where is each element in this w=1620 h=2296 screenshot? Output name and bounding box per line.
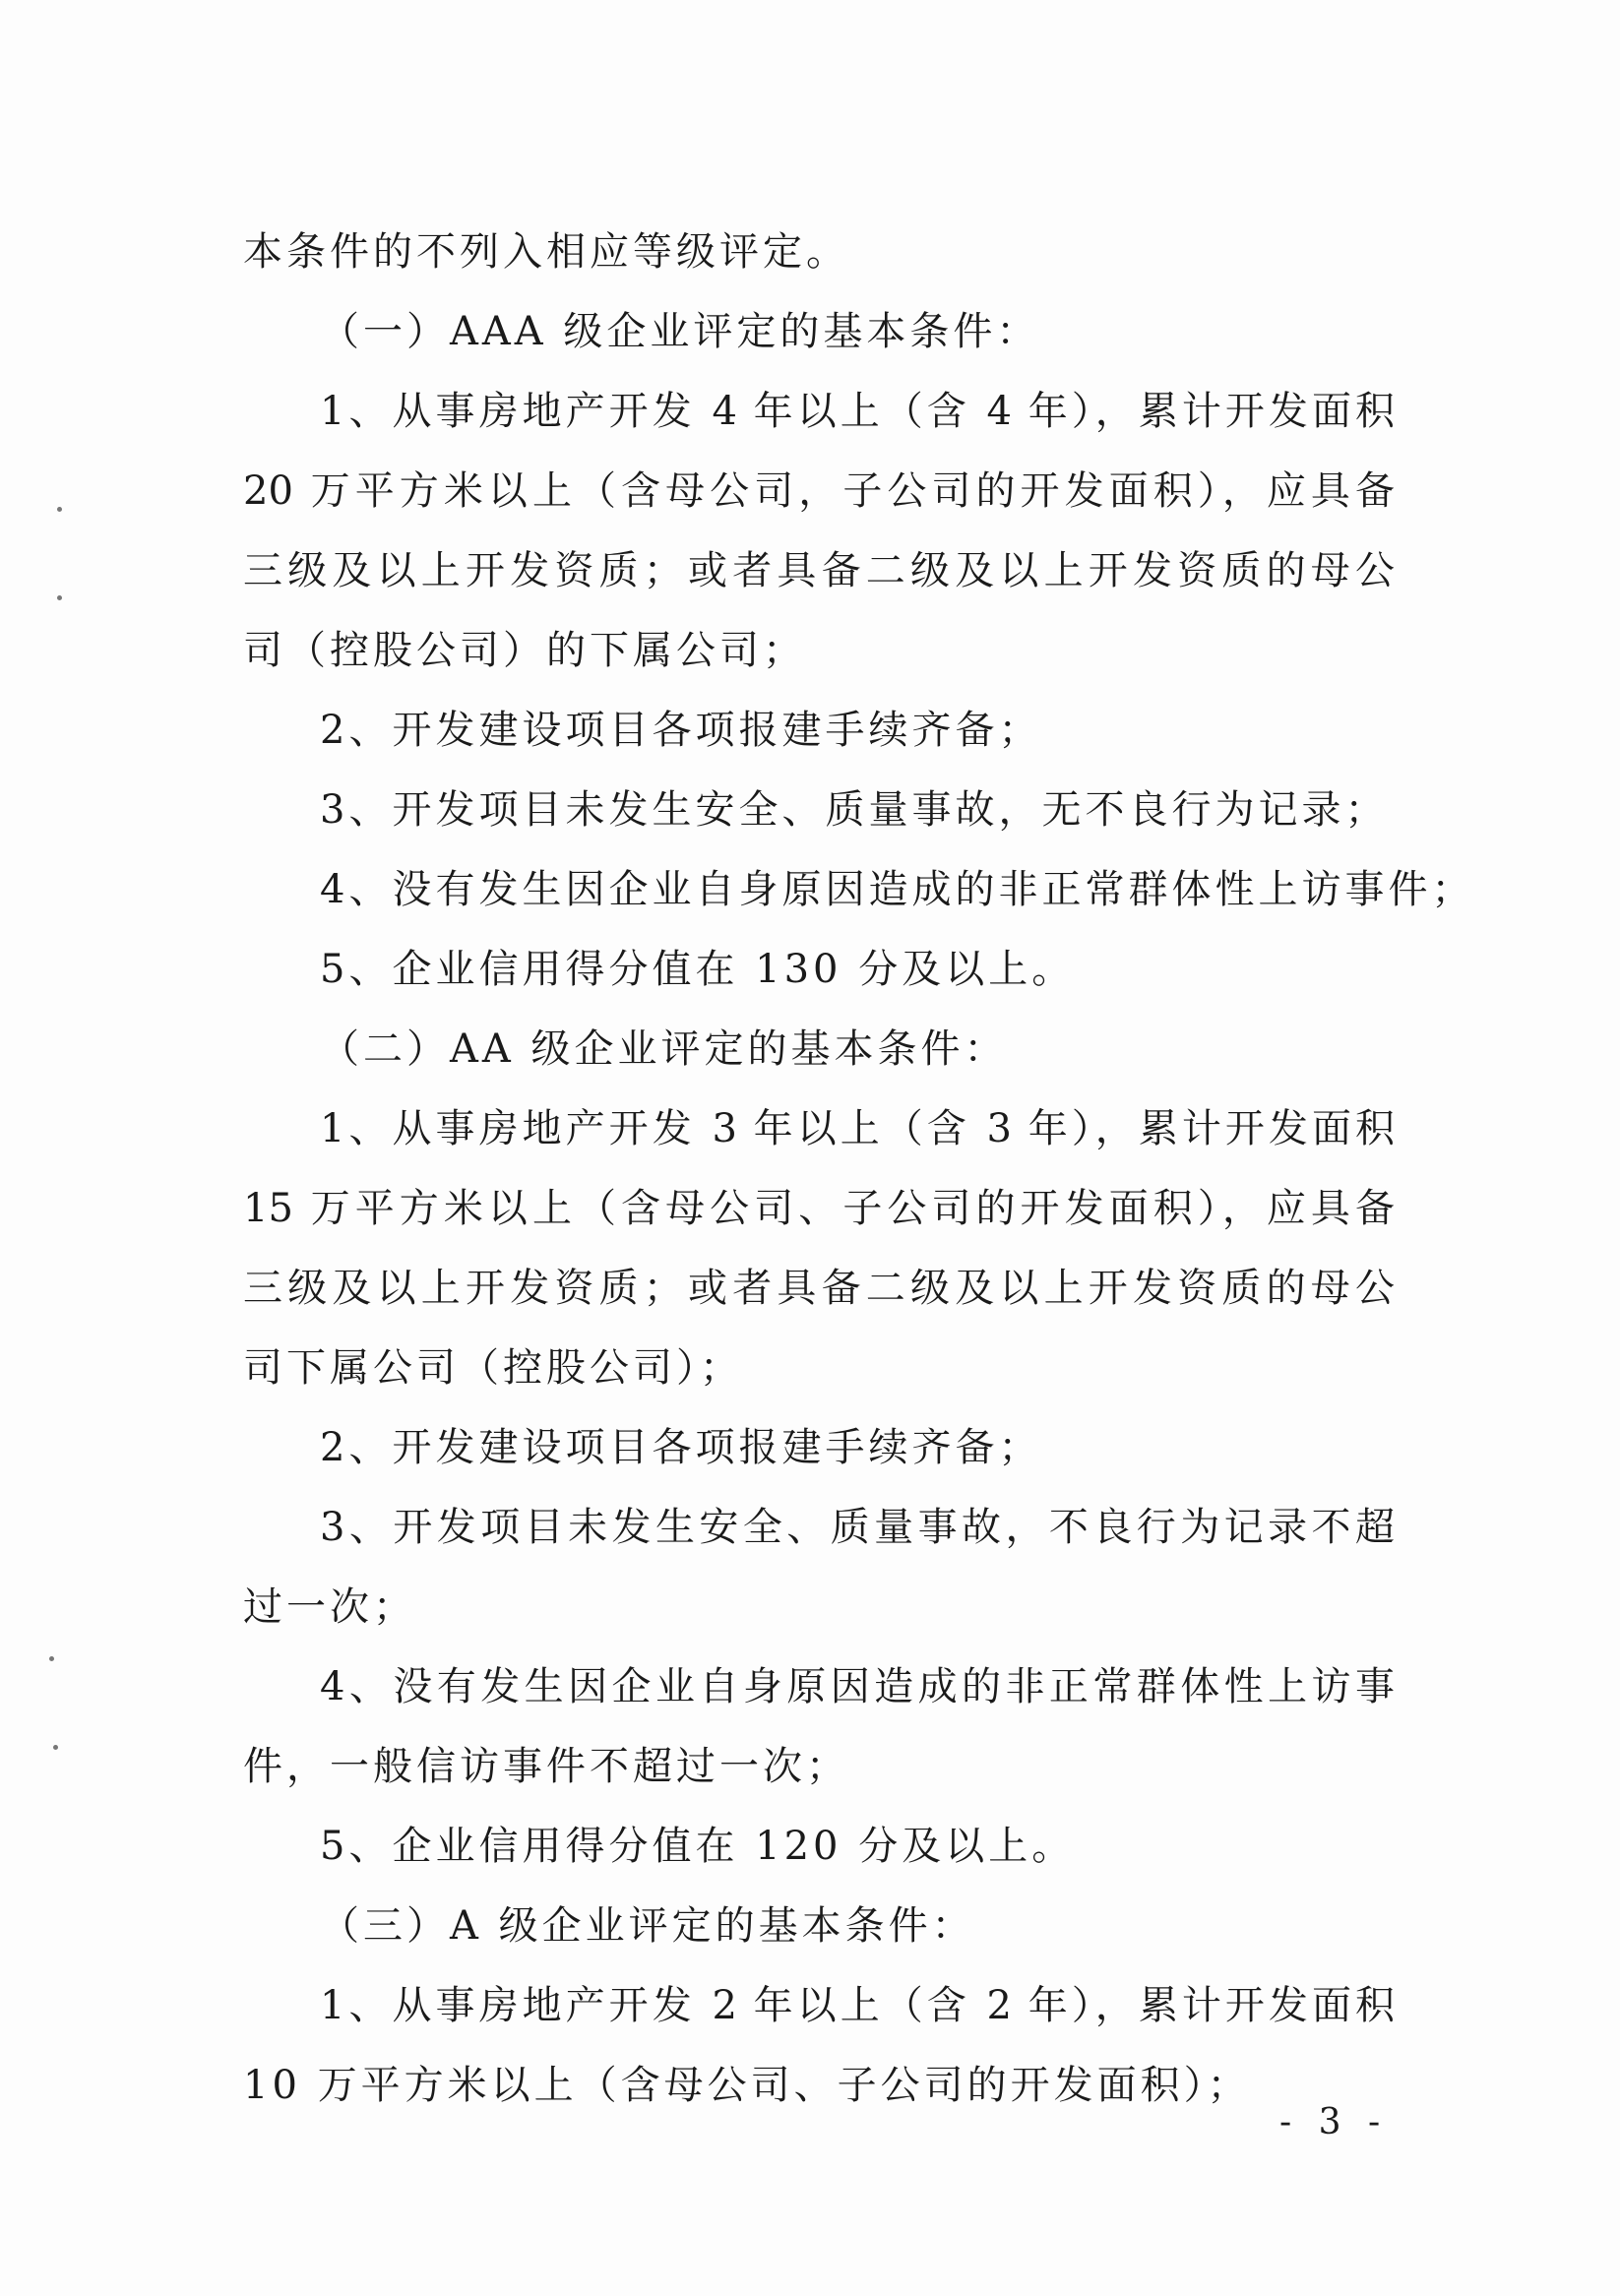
text-line: 过一次； [243, 1584, 416, 1630]
text-line: 1、从事房地产开发 2 年以上（含 2 年），累计开发面积 [320, 1983, 1395, 2028]
text-line: 20 万平方米以上（含母公司，子公司的开发面积），应具备 [243, 468, 1395, 514]
text-line: 司下属公司（控股公司）； [243, 1345, 743, 1391]
text-line: 2、开发建设项目各项报建手续齐备； [320, 1425, 1042, 1470]
text-line: 5、企业信用得分值在 120 分及以上。 [320, 1824, 1076, 1869]
section-heading: （二）AA 级企业评定的基本条件： [320, 1026, 1008, 1072]
text-line: 3、开发项目未发生安全、质量事故，无不良行为记录； [320, 787, 1389, 833]
text-line: 4、没有发生因企业自身原因造成的非正常群体性上访事件； [320, 867, 1475, 912]
text-line: 2、开发建设项目各项报建手续齐备； [320, 708, 1042, 753]
section-heading: （一）AAA 级企业评定的基本条件： [320, 309, 1040, 354]
text-line: 三级及以上开发资质；或者具备二级及以上开发资质的母公 [243, 548, 1395, 593]
text-line: 司（控股公司）的下属公司； [243, 628, 806, 673]
text-line: 3、开发项目未发生安全、质量事故，不良行为记录不超 [320, 1505, 1395, 1550]
text-line: 4、没有发生因企业自身原因造成的非正常群体性上访事 [320, 1664, 1395, 1709]
text-line: 1、从事房地产开发 4 年以上（含 4 年），累计开发面积 [320, 389, 1395, 434]
text-line: 三级及以上开发资质；或者具备二级及以上开发资质的母公 [243, 1266, 1395, 1311]
text-line: 10 万平方米以上（含母公司、子公司的开发面积）； [243, 2063, 1251, 2108]
text-line: 本条件的不列入相应等级评定。 [243, 229, 849, 275]
scan-speck [57, 507, 62, 512]
page-number: - 3 - [1279, 2102, 1389, 2142]
scan-speck [49, 1656, 54, 1661]
text-line: 1、从事房地产开发 3 年以上（含 3 年），累计开发面积 [320, 1106, 1395, 1151]
text-line: 件，一般信访事件不超过一次； [243, 1744, 849, 1789]
section-heading: （三）A 级企业评定的基本条件： [320, 1903, 975, 1949]
text-line: 5、企业信用得分值在 130 分及以上。 [320, 947, 1076, 992]
scan-speck [53, 1745, 58, 1750]
scan-speck [57, 595, 62, 600]
text-line: 15 万平方米以上（含母公司、子公司的开发面积），应具备 [243, 1186, 1395, 1231]
